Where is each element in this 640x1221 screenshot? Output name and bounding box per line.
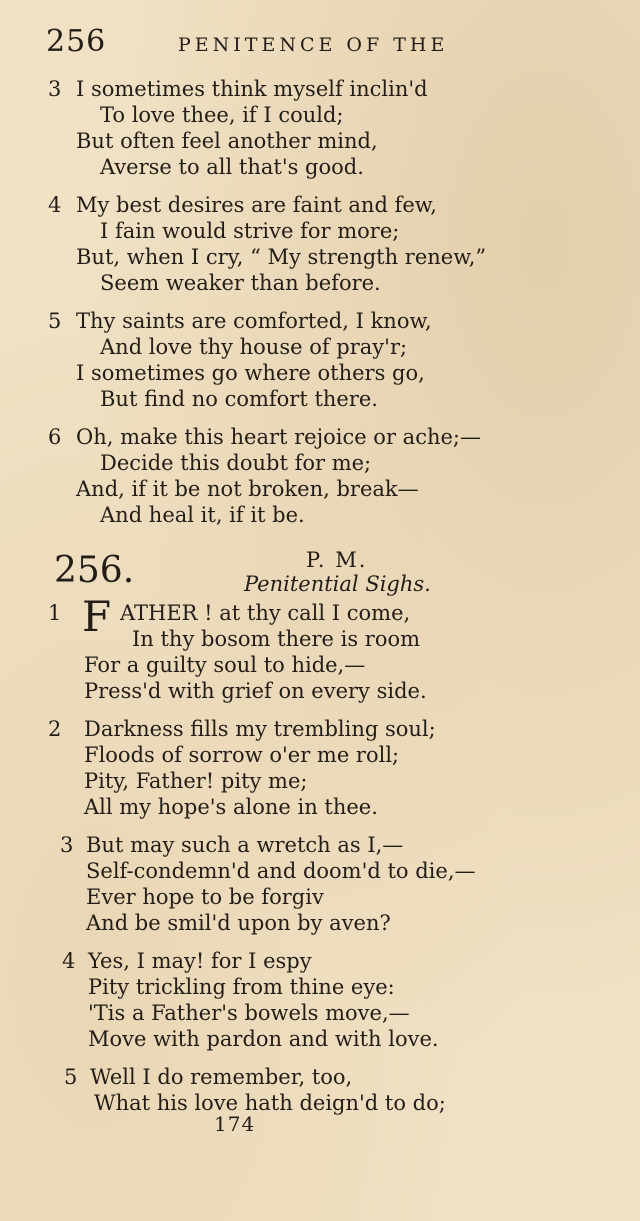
verse-line: Well I do remember, too, bbox=[90, 1065, 353, 1089]
verse-number: 3 bbox=[48, 77, 62, 101]
verse-line: I fain would strive for more; bbox=[100, 219, 400, 243]
verse-line: Pity trickling from thine eye: bbox=[88, 975, 395, 999]
verse-number: 5 bbox=[48, 309, 62, 333]
verse-line: Decide this doubt for me; bbox=[100, 451, 372, 475]
verse-line: And, if it be not broken, break— bbox=[76, 477, 419, 501]
verse-line: Darkness fills my trembling soul; bbox=[84, 717, 436, 741]
verse-line: I sometimes think myself inclin'd bbox=[76, 77, 428, 101]
hymn-stanza-5 bbox=[48, 1064, 608, 1116]
hymn-title: Penitential Sighs. bbox=[244, 572, 431, 596]
hymn-stanza-1 bbox=[48, 592, 608, 704]
verse-line: And heal it, if it be. bbox=[100, 503, 305, 527]
verse-number: 1 bbox=[48, 601, 62, 625]
hymn-stanza-2 bbox=[48, 716, 608, 820]
hymn-number: 256. bbox=[54, 550, 135, 591]
verse-line: What his love hath deign'd to do; bbox=[94, 1091, 446, 1115]
verse-line: Seem weaker than before. bbox=[100, 271, 381, 295]
folio-number: 174 bbox=[214, 1112, 256, 1136]
verse-line: Move with pardon and with love. bbox=[88, 1027, 439, 1051]
hymn-stanza-3 bbox=[48, 832, 608, 936]
hymn-meter: P. M. bbox=[306, 548, 368, 572]
verse-number: 5 bbox=[64, 1065, 78, 1089]
page-number: 256 bbox=[46, 24, 107, 59]
stanza-top-6 bbox=[48, 424, 608, 528]
verse-line: For a guilty soul to hide,— bbox=[84, 653, 366, 677]
verse-number: 4 bbox=[48, 193, 62, 217]
verse-line: Pity, Father! pity me; bbox=[84, 769, 308, 793]
verse-line: But find no comfort there. bbox=[100, 387, 378, 411]
verse-line: I sometimes go where others go, bbox=[76, 361, 425, 385]
hymn-stanza-4 bbox=[48, 948, 608, 1052]
verse-line: Oh, make this heart rejoice or ache;— bbox=[76, 425, 481, 449]
verse-line: And love thy house of pray'r; bbox=[100, 335, 408, 359]
verse-line: Ever hope to be forgiv bbox=[86, 885, 324, 909]
stanza-top-5 bbox=[48, 308, 608, 412]
verse-line: Press'd with grief on every side. bbox=[84, 679, 427, 703]
hymn-heading bbox=[54, 548, 594, 598]
verse-number: 2 bbox=[48, 717, 62, 741]
stanza-top-3 bbox=[48, 76, 608, 180]
verse-line: But often feel another mind, bbox=[76, 129, 378, 153]
verse-line: In thy bosom there is room bbox=[132, 627, 421, 651]
verse-number: 6 bbox=[48, 425, 62, 449]
verse-line: My best desires are faint and few, bbox=[76, 193, 437, 217]
running-title: PENITENCE OF THE bbox=[178, 34, 449, 56]
verse-number: 3 bbox=[60, 833, 74, 857]
verse-line: To love thee, if I could; bbox=[100, 103, 344, 127]
verse-line: But may such a wretch as I,— bbox=[86, 833, 404, 857]
verse-number: 4 bbox=[62, 949, 76, 973]
verse-line: Floods of sorrow o'er me roll; bbox=[84, 743, 400, 767]
verse-line: Self-condemn'd and doom'd to die,— bbox=[86, 859, 476, 883]
verse-line: All my hope's alone in thee. bbox=[84, 795, 378, 819]
verse-line: 'Tis a Father's bowels move,— bbox=[88, 1001, 410, 1025]
verse-line: ATHER ! at thy call I come, bbox=[120, 601, 411, 625]
drop-cap: F bbox=[82, 592, 112, 641]
verse-line: Thy saints are comforted, I know, bbox=[76, 309, 432, 333]
stanza-top-4 bbox=[48, 192, 608, 296]
verse-line: But, when I cry, “ My strength renew,” bbox=[76, 245, 487, 269]
verse-line: Yes, I may! for I espy bbox=[88, 949, 312, 973]
page-header bbox=[46, 24, 546, 64]
verse-line: And be smil'd upon by aven? bbox=[86, 911, 391, 935]
verse-line: Averse to all that's good. bbox=[100, 155, 364, 179]
